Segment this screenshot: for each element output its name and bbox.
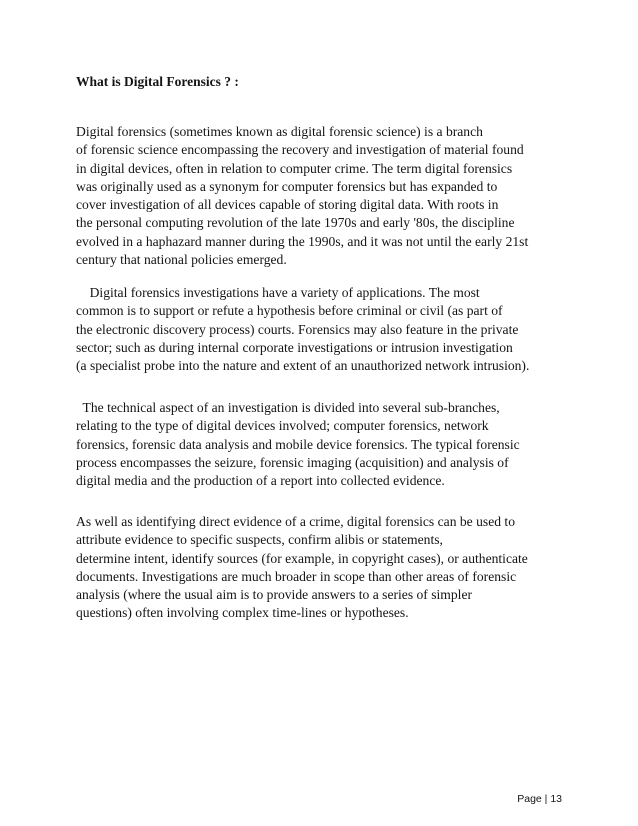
text-line: cover investigation of all devices capable of storing digital data. With roots in — [76, 197, 499, 213]
paragraph-evidence-attribution — [76, 513, 576, 623]
section-heading: What is Digital Forensics ? : — [76, 74, 239, 89]
page-number: Page | 13 — [517, 793, 562, 805]
text-line: the electronic discovery process) courts. Forensics may also feature in the private — [76, 321, 519, 337]
text-line: As well as identifying direct evidence of a crime, digital forensics can be used to — [76, 514, 516, 529]
text-line: Digital forensics investigations have a variety of applications. The most — [76, 285, 480, 300]
text-line: the personal computing revolution of the late 1970s and early '80s, the discipline — [76, 215, 515, 231]
text-line: attribute evidence to specific suspects, confirm alibis or statements, — [76, 532, 443, 548]
text-line: evolved in a haphazard manner during the 1990s, and it was not until the early 21st — [76, 233, 529, 249]
paragraph-technical-aspect — [76, 399, 576, 490]
text-line: forensics, forensic data analysis and mobile device forensics. The typical forensic — [76, 436, 520, 452]
text-line: common is to support or refute a hypothesis before criminal or civil (as part of — [76, 303, 503, 319]
text-line: sector; such as during internal corporate investigations or intrusion investigation — [76, 339, 513, 355]
text-line: process encompasses the seizure, forensic imaging (acquisition) and analysis of — [76, 454, 509, 470]
text-line: The technical aspect of an investigation is divided into several sub-branches, — [76, 400, 500, 415]
text-line: Digital forensics (sometimes known as digital forensic science) is a branch — [76, 124, 483, 139]
text-line: of forensic science encompassing the recovery and investigation of material found — [76, 142, 524, 158]
text-line: relating to the type of digital devices involved; computer forensics, network — [76, 418, 489, 434]
text-line: was originally used as a synonym for computer forensics but has expanded to — [76, 178, 498, 194]
text-line: documents. Investigations are much broader in scope than other areas of forensic — [76, 568, 517, 584]
paragraph-definition — [76, 123, 576, 269]
text-line: century that national policies emerged. — [76, 252, 287, 268]
paragraph-applications — [76, 284, 576, 375]
text-line: determine intent, identify sources (for example, in copyright cases), or authenticate — [76, 550, 528, 566]
text-line: digital media and the production of a report into collected evidence. — [76, 473, 445, 489]
text-line: (a specialist probe into the nature and extent of an unauthorized network intrusion). — [76, 358, 530, 374]
text-line: analysis (where the usual aim is to provide answers to a series of simpler — [76, 587, 473, 603]
text-line: in digital devices, often in relation to computer crime. The term digital forensics — [76, 160, 513, 176]
text-line: questions) often involving complex time-lines or hypotheses. — [76, 605, 409, 621]
